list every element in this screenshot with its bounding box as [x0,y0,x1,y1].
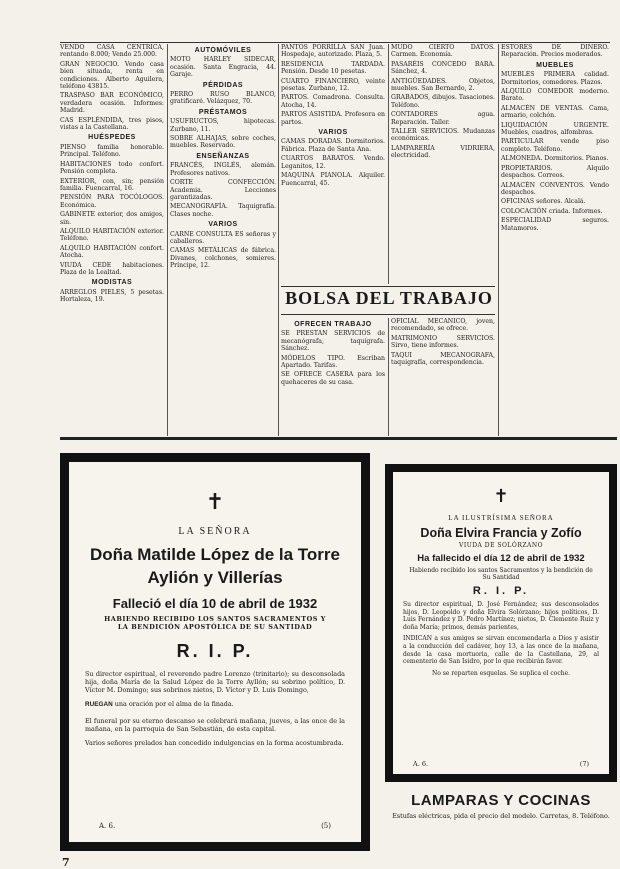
ad: RESIDENCIA TARDADA. Pensión. Desde 10 pesetas. [281,60,385,76]
ad: MAQUINA PIANOLA. Alquiler. Fuencarral, 45. [281,172,385,187]
footer-number: (7) [579,760,589,768]
bolsa-top-rule [281,286,495,287]
footer-code: A. 6. [413,760,429,768]
note-text: No se reparten esquelas. Se suplica el coche. [431,669,571,677]
ad: CARNE CONSULTA ES señoras y caballeros. [170,230,276,245]
ad: ALMONEDA. Dormitorios. Pianos. [501,155,609,163]
ad: EXTERIOR, con, sin; pensión familia. Fuencarral, 16. [60,177,164,192]
ad: FRANCÉS, INGLÉS, alemán. Profesores nativos. [170,162,276,177]
death-date: Falleció el día 10 de abril de 1932 [112,596,318,611]
obituary-footer [413,760,589,768]
column-divider [498,44,499,436]
ad: PARTOS. Comadrona. Consulta. Atocha, 14. [281,94,385,109]
ad: ALMACÉN DE VENTAS. Cama, armario, colchón. [501,104,609,120]
footer-code: A. 6. [99,822,116,830]
ad: MATRIMONIO SERVICIOS. Sirvo, tiene informes. [391,334,495,350]
section-heading: VARIOS [318,129,348,137]
ad: ALQUILO HABITACIÓN exterior. Teléfono. [60,227,164,243]
death-date: Ha fallecido el día 12 de abril de 1932 [417,553,585,564]
top-rule [60,42,610,43]
request-body: una oración por el alma de la finada. [114,700,234,708]
funeral-text: El funeral por su eterno descanso se celebrará mañana, jueves, a las once de la mañana, en la parroquia de San Sebastián, de esta capital. [85,717,345,733]
ad: SE PRESTAN SERVICIOS de mecanógrafa, taquígrafa. Sánchez. [281,330,385,353]
ad: CONTADORES agua. Reparación. Taller. [391,111,495,126]
mourners-text: Su director espiritual, D. José Fernández; sus desconsolados hijos, D. Leopoldo y doña Elvira Solórzano; hijos políticos, D. Luis Fernández y D. Pedro Martínez; nietos, D. Clemente Ruiz y doña María; primos, demás parientes, [403,601,599,631]
ad: COLOCACIÓN criada. Informes. [501,207,603,215]
ad: TRASPASO BAR ECONÓMICO, verdadera ocasión. Informes: Madrid. [60,92,164,115]
ad: ANTIGÜEDADES. Objetos, muebles. San Bernardo, 2. [391,77,495,93]
ad: ESPECIALIDAD seguros. Matamoros. [501,217,609,232]
obituary-francia [385,464,617,782]
ad: CAS ESPLÉNDIDA, tres pisos, vistas a la Castellana. [60,116,164,132]
ad: PENSIÓN PARA TOCÓLOGOS. Económica. [60,194,164,209]
request-text: INDICAN a sus amigos se sirvan encomendarla a Dios y asistir a la conducción del cadáver, hoy 13, a las once de la mañana, desde la casa mortuoria, calle de la Castellana, 29, al cementerio de San Isidro, por lo que recibirán favor. [403,635,599,666]
column-divider [388,318,389,436]
ad: PASARÉIS CONCEDO BARA. Sánchez, 4. [391,60,495,76]
ad: ESTORES DE DINERO. Reparación. Precios moderados. [501,44,609,59]
ad: GRAN NEGOCIO. Vendo casa bien situada, renta en condiciones. Alberto Aguilera, teléfono 43815. [60,60,164,91]
ad: LIQUIDACIÓN URGENTE. Muebles, cuadros, alfombras. [501,121,609,137]
ad: GRABADOS, dibujos. Tasaciones. Teléfono. [391,94,495,109]
obituary-footer [99,822,331,830]
ad: SE OFRECE CASERA para los quehaceres de su casa. [281,371,385,386]
deceased-name: Doña Matilde López de la Torre [90,545,340,564]
section-heading: MODISTAS [91,279,133,287]
ad: MUEBLES PRIMERA calidad. Dormitorios, comedores. Plazos. [501,71,609,86]
section-heading: PÉRDIDAS [202,81,244,89]
indulgence-text: Varios señores prelados han concedido indulgencias en la forma acostumbrada. [85,739,344,747]
ad: CORTE CONFECCIÓN. Academia. Lecciones garantizadas. [170,179,276,201]
ad: PROPIETARIOS. Alquilo despachos. Correos. [501,164,609,180]
section-separator [60,437,617,440]
widow-note: VIUDA DE SOLÓRZANO [458,542,544,549]
sacraments-note: HABIENDO RECIBIDO LOS SANTOS SACRAMENTOS Y LA BENDICIÓN APOSTÓLICA DE SU SANTIDAD [104,615,326,631]
ad: MECANOGRAFÍA. Taquigrafía. Clases noche. [170,203,276,218]
ad: TAQUI MECANOGRAFA, taquigrafía, correspondencia. [391,351,495,367]
bolsa-bottom-rule [281,314,495,315]
deceased-name-2: Aylión y Villerías [147,568,283,587]
ad: ALQUILO HABITACIÓN confort. Atocha. [60,244,164,260]
ad: CUARTOS BARATOS. Vendo. Leganitos, 12. [281,155,385,170]
lamparas-ad-text: Estufas eléctricas, pida el precio del modelo. Carretas, 8. Teléfono. [392,812,610,820]
ad: VENDO CASA CÉNTRICA, rentando 8.000; Vendo 25.000. [60,44,164,59]
rip: R. I. P. [176,641,254,661]
column-divider [278,44,279,436]
ad: PARTICULAR vende piso completo. Teléfono. [501,138,609,153]
ad: CUARTO FINANCIERO, veinte pesetas. Zurbano, 12. [281,77,385,93]
request-text [85,700,345,709]
ad: ALMACÉN CONVENTOS. Vendo despachos. [501,181,609,196]
ad: MUDO CIERTO DATOS. Carmen. Economía. [391,44,495,59]
ad: ARREGLOS PIELES, 5 pesetas. Hortaleza, 19. [60,288,164,304]
obituary-title: LA ILUSTRÍSIMA SEÑORA [448,514,554,522]
ad: PIENSO familia honorable. Principal. Teléfono. [60,143,164,159]
column-divider [388,44,389,284]
deceased-name: Doña Elvira Francia y Zofío [420,526,582,540]
classifieds-column-5 [501,44,609,436]
ad: TALLER SERVICIOS. Mudanzas económicas. [391,128,495,143]
ad: USUFRUCTOS, hipotecas. Zurbano, 11. [170,118,276,133]
sacraments-note: Habiendo recibido los santos Sacramentos y la bendición de Su Santidad [409,567,593,581]
page-number: 7 [62,856,70,869]
section-heading: PRÉSTAMOS [198,108,248,116]
ad: OFICIAL MECÁNICO, joven, recomendado, se ofrece. [391,318,495,333]
ruegan: RUEGAN [85,701,113,708]
ad: OFICINAS señores. Alcalá. [501,198,586,206]
ad: LAMPARERÍA VIDRIERA, electricidad. [391,144,495,160]
classifieds-column-3 [281,44,385,284]
section-heading: ENSEÑANZAS [196,152,250,160]
ad: GABINETE exterior, dos amigos, sin. [60,211,164,226]
section-heading: VARIOS [208,221,238,229]
ad: CAMAS DORADAS. Dormitorios. Fábrica. Plaza de Santa Ana. [281,138,385,153]
obituary-title: LA SEÑORA [178,526,252,537]
bolsa-column-right [391,318,495,436]
classifieds-column-1 [60,44,164,436]
ad: PANTOS PORRILLA SAN Juan. Hospedaje, autorizado. Plaza, 5. [281,44,385,59]
ad: MOTO HARLEY SIDECAR, ocasión. Santa Engracia, 44. Garaje. [170,56,276,79]
ad: SOBRE ALHAJAS, sobre coches, muebles. Reservado. [170,135,276,150]
ad: ALQUILO COMEDOR moderno. Barato. [501,88,609,103]
section-heading: HUÉSPEDES [88,134,136,142]
ad: PARTOS ASISTIDA. Profesora en partos. [281,111,385,126]
ad: VIUDA CEDE habitaciones. Plaza de la Lealtad. [60,261,164,276]
section-heading: MUEBLES [536,61,574,69]
rip: R. I. P. [472,585,530,597]
bolsa-column-left [281,318,385,436]
classifieds-column-2 [170,44,276,436]
column-divider [167,44,168,436]
ad: HABITACIONES todo confort. Pensión completa. [60,160,164,176]
section-heading: OFRECEN TRABAJO [294,321,372,328]
section-heading: AUTOMÓVILES [194,47,252,54]
bolsa-title: BOLSA DEL TRABAJO [285,288,493,308]
obituary-lopez [60,453,370,851]
ad: CAMAS METÁLICAS de fábrica. Divanes, colchones, somieres. Príncipe, 12. [170,247,276,270]
lamparas-ad-title: LAMPARAS Y COCINAS [411,792,591,809]
mourners-text: Su director espiritual, el reverendo padre Lorenzo (trinitario); su desconsolada hija, doña María de la Salud López de la Torre Ayllón; su sobrino político, D. Víctor M. Domingo; sus sobrinos nietos, D. Víctor y D. Luis Domingo, [85,670,345,694]
cross-icon: ✝ [493,486,509,507]
footer-number: (5) [321,822,331,830]
classifieds-column-4 [391,44,495,284]
ad: MÓDELOS TIPO. Escriban Apartado. Tarifas. [281,354,385,370]
cross-icon: ✝ [205,490,225,515]
ad: PERRO RUSO BLANCO, gratificaré. Velázquez, 70. [170,91,276,106]
